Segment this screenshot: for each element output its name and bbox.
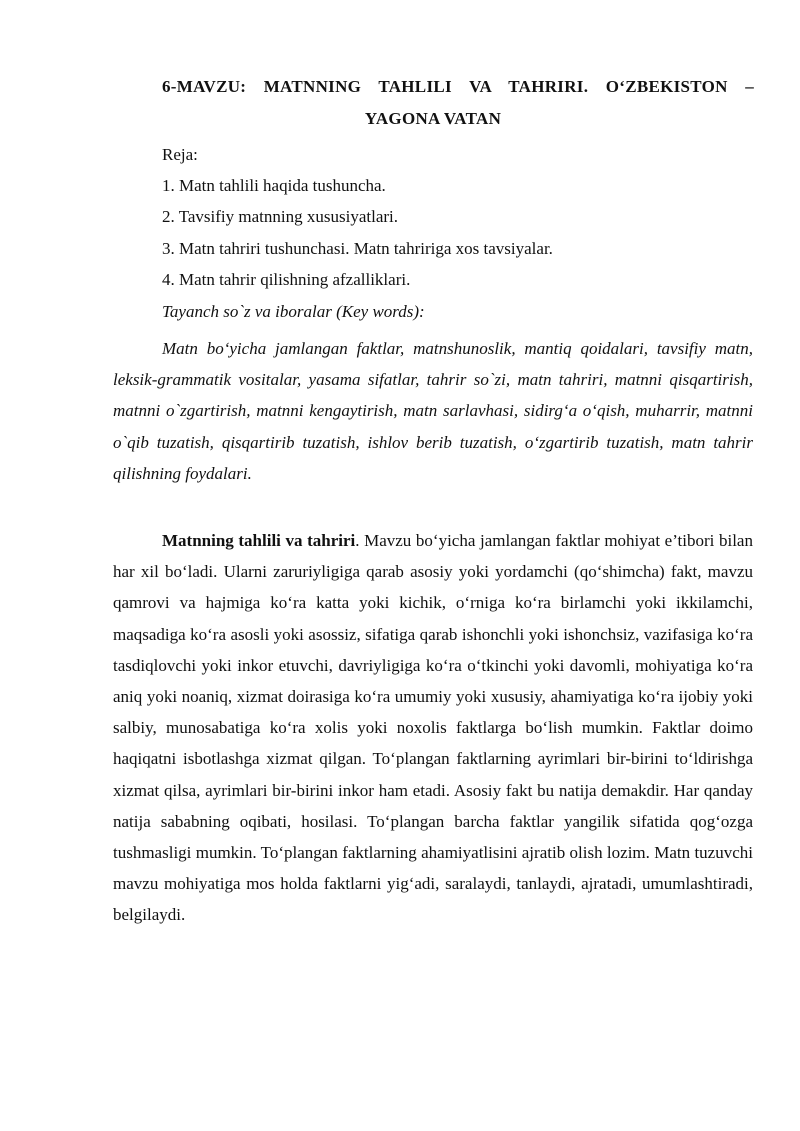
document-title-line-2: YAGONA VATAN [364,109,502,128]
keywords-label: Tayanch so`z va iboralar (Key words): [162,302,425,321]
keywords-paragraph: Matn bo‘yicha jamlangan faktlar, matnshunoslik, mantiq qoidalari, tavsifiy matn, leksik-grammatik vositalar, yasama sifatlar, tahrir so`zi, matn tahriri, matnni qisqartirish, matnni o`zgartirish, matnni kengaytirish, matn sarlavhasi, sidirg‘a o‘qish, muharrir, matnni o`qib tuzatish, qisqartirib tuzatish, ishlov berib tuzatish, o‘zgartirib tuzatish, matn tahrir qilishning foydalari. [113,339,753,483]
section-heading: Matnning tahlili va tahriri [162,531,356,550]
plan-label: Reja: [162,145,198,164]
plan-item-2: 2. Tavsifiy matnning xususiyatlari. [162,207,398,226]
plan-item-4: 4. Matn tahrir qilishning afzalliklari. [162,270,411,289]
document-title-line-1: 6-MAVZU: MATNNING TAHLILI VA TAHRIRI. O‘ZBEKISTON – [162,77,754,96]
body-paragraph [113,525,753,931]
section-text: . Mavzu bo‘yicha jamlangan faktlar mohiyat e’tibori bilan har xil bo‘ladi. Ularni zaruriyligiga qarab asosiy yoki yordamchi (qo‘shimcha) fakt, mavzu qamrovi va hajmiga ko‘ra katta yoki kichik, o‘rniga ko‘ra birlamchi yoki ikkilamchi, maqsadiga ko‘ra asosli yoki asossiz, sifatiga qarab ishonchli yoki ishonchsiz, vazifasiga ko‘ra tasdiqlovchi yoki inkor etuvchi, davriyligiga ko‘ra o‘tkinchi yoki davomli, mohiyatiga ko‘ra aniq yoki noaniq, xizmat doirasiga ko‘ra umumiy yoki xususiy, ahamiyatiga ko‘ra ijobiy yoki salbiy, munosabatiga ko‘ra xolis yoki noxolis faktlarga bo‘lish mumkin. Faktlar doimo haqiqatni isbotlashga xizmat qilgan. To‘plangan faktlarning ayrimlari bir-birini to‘ldirishga xizmat qilsa, ayrimlari bir-birini inkor ham etadi. Asosiy fakt bu natija demakdir. Har qanday natija sababning oqibati, hosilasi. To‘plangan barcha faktlar yangilik sifatida qog‘ozga tushmasligi mumkin. To‘plangan faktlarning ahamiyatlisini ajratib olish lozim. Matn tuzuvchi mavzu mohiyatiga mos holda faktlarni yig‘adi, saralaydi, tanlaydi, ajratadi, umumlashtiradi, belgilaydi. [113,531,753,925]
plan-item-3: 3. Matn tahriri tushunchasi. Matn tahririga xos tavsiyalar. [162,239,553,258]
plan-item-1: 1. Matn tahlili haqida tushuncha. [162,176,386,195]
